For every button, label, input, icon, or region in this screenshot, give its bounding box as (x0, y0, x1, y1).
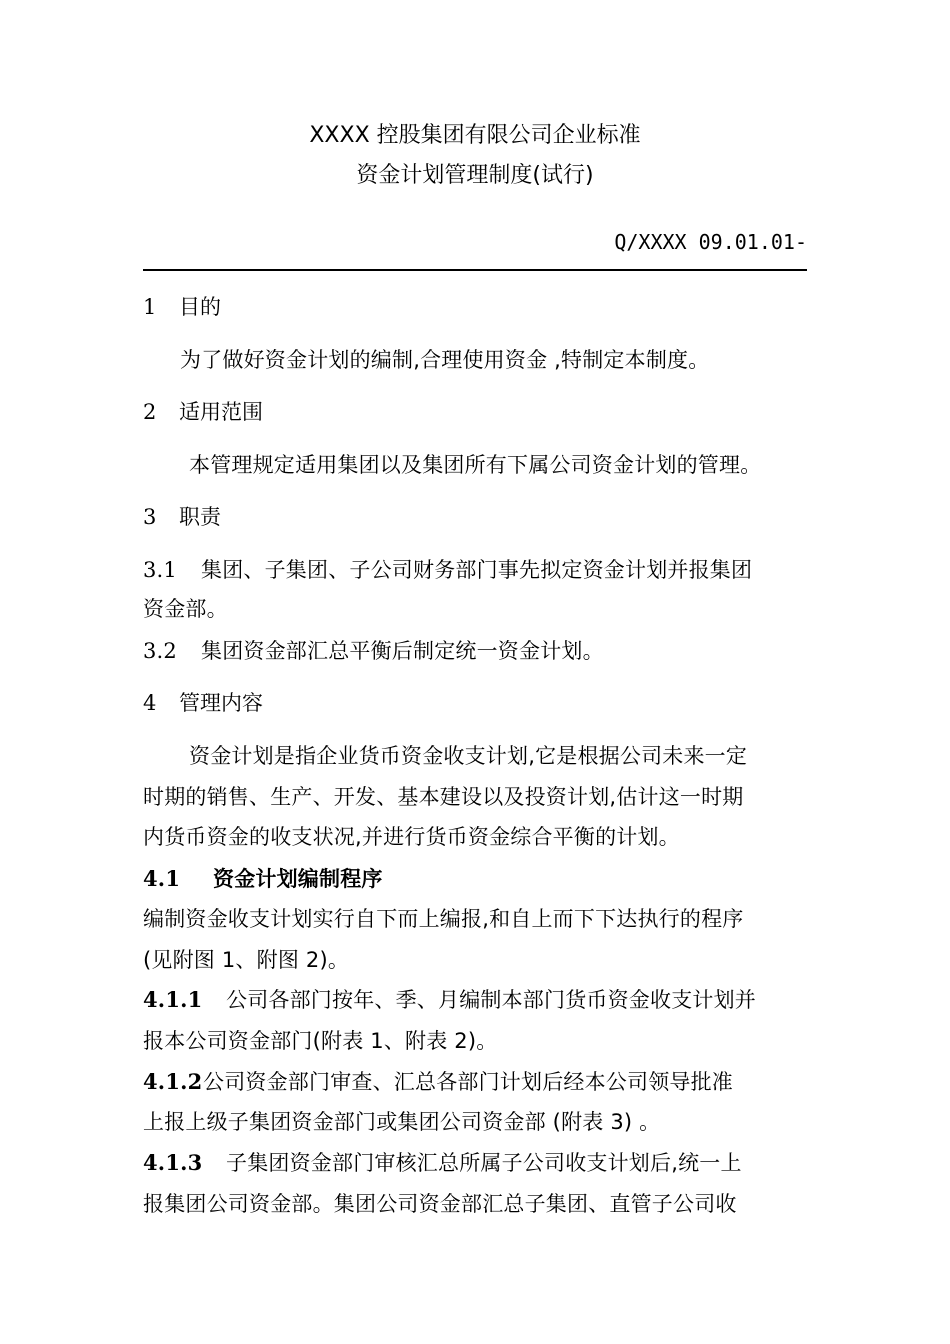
section-3-number: 3 (143, 505, 157, 529)
item-3-1-line1 (143, 555, 752, 585)
item-4-1-3-line2: 报集团公司资金部。集团公司资金部汇总子集团、直管子公司收 (143, 1192, 737, 1216)
subsection-4-1-line2: (见附图 1、附图 2)。 (143, 948, 350, 972)
section-3-heading (143, 502, 221, 532)
item-4-1-1-line1 (143, 985, 756, 1015)
item-3-2-line1 (143, 636, 604, 666)
section-4-heading (143, 688, 263, 718)
item-4-1-2-number: 4.1.2 (143, 1069, 203, 1094)
section-4-paragraph-line2: 时期的销售、生产、开发、基本建设以及投资计划,估计这一时期 (143, 785, 744, 809)
section-1-title: 目的 (179, 295, 221, 319)
section-4-paragraph-line3: 内货币资金的收支状况,并进行货币资金综合平衡的计划。 (143, 825, 680, 849)
subsection-4-1-line1: 编制资金收支计划实行自下而上编报,和自上而下下达执行的程序 (143, 907, 744, 931)
header-divider (143, 269, 807, 271)
section-4-number: 4 (143, 691, 157, 715)
document-code: Q/XXXX 09.01.01- (614, 230, 807, 254)
section-4-title: 管理内容 (179, 691, 263, 715)
item-4-1-3-number: 4.1.3 (143, 1150, 203, 1175)
section-2-heading (143, 397, 263, 427)
item-4-1-1-line2: 报本公司资金部门(附表 1、附表 2)。 (143, 1029, 498, 1053)
item-3-1-number: 3.1 (143, 558, 177, 582)
document-title-line1: XXXX 控股集团有限公司企业标准 (309, 123, 641, 148)
item-4-1-3-text: 子集团资金部门审核汇总所属子公司收支计划后,统一上 (226, 1151, 742, 1175)
item-3-1-text: 集团、子集团、子公司财务部门事先拟定资金计划并报集团 (201, 558, 753, 582)
item-3-2-text: 集团资金部汇总平衡后制定统一资金计划。 (201, 639, 604, 663)
section-2-title: 适用范围 (179, 400, 263, 424)
item-4-1-2-text: 公司资金部门审查、汇总各部门计划后经本公司领导批准 (203, 1070, 733, 1094)
section-4-paragraph-line1: 资金计划是指企业货币资金收支计划,它是根据公司未来一定 (189, 744, 748, 768)
item-4-1-2-line2: 上报上级子集团资金部门或集团公司资金部 (附表 3) 。 (143, 1110, 661, 1134)
document-title-line2: 资金计划管理制度(试行) (356, 163, 594, 188)
section-3-title: 职责 (179, 505, 221, 529)
item-4-1-1-text: 公司各部门按年、季、月编制本部门货币资金收支计划并 (226, 988, 756, 1012)
section-1-paragraph: 为了做好资金计划的编制,合理使用资金 ,特制定本制度。 (180, 348, 710, 372)
item-3-1-line2: 资金部。 (143, 597, 228, 621)
section-1-number: 1 (143, 295, 157, 319)
section-2-paragraph: 本管理规定适用集团以及集团所有下属公司资金计划的管理。 (189, 453, 762, 477)
item-4-1-3-line1 (143, 1148, 742, 1178)
item-3-2-number: 3.2 (143, 639, 177, 663)
section-2-number: 2 (143, 400, 157, 424)
subsection-4-1-heading (143, 864, 383, 894)
subsection-4-1-title: 资金计划编制程序 (213, 867, 383, 891)
subsection-4-1-number: 4.1 (143, 866, 181, 891)
section-1-heading (143, 292, 221, 322)
item-4-1-2-line1 (143, 1067, 733, 1097)
item-4-1-1-number: 4.1.1 (143, 987, 203, 1012)
